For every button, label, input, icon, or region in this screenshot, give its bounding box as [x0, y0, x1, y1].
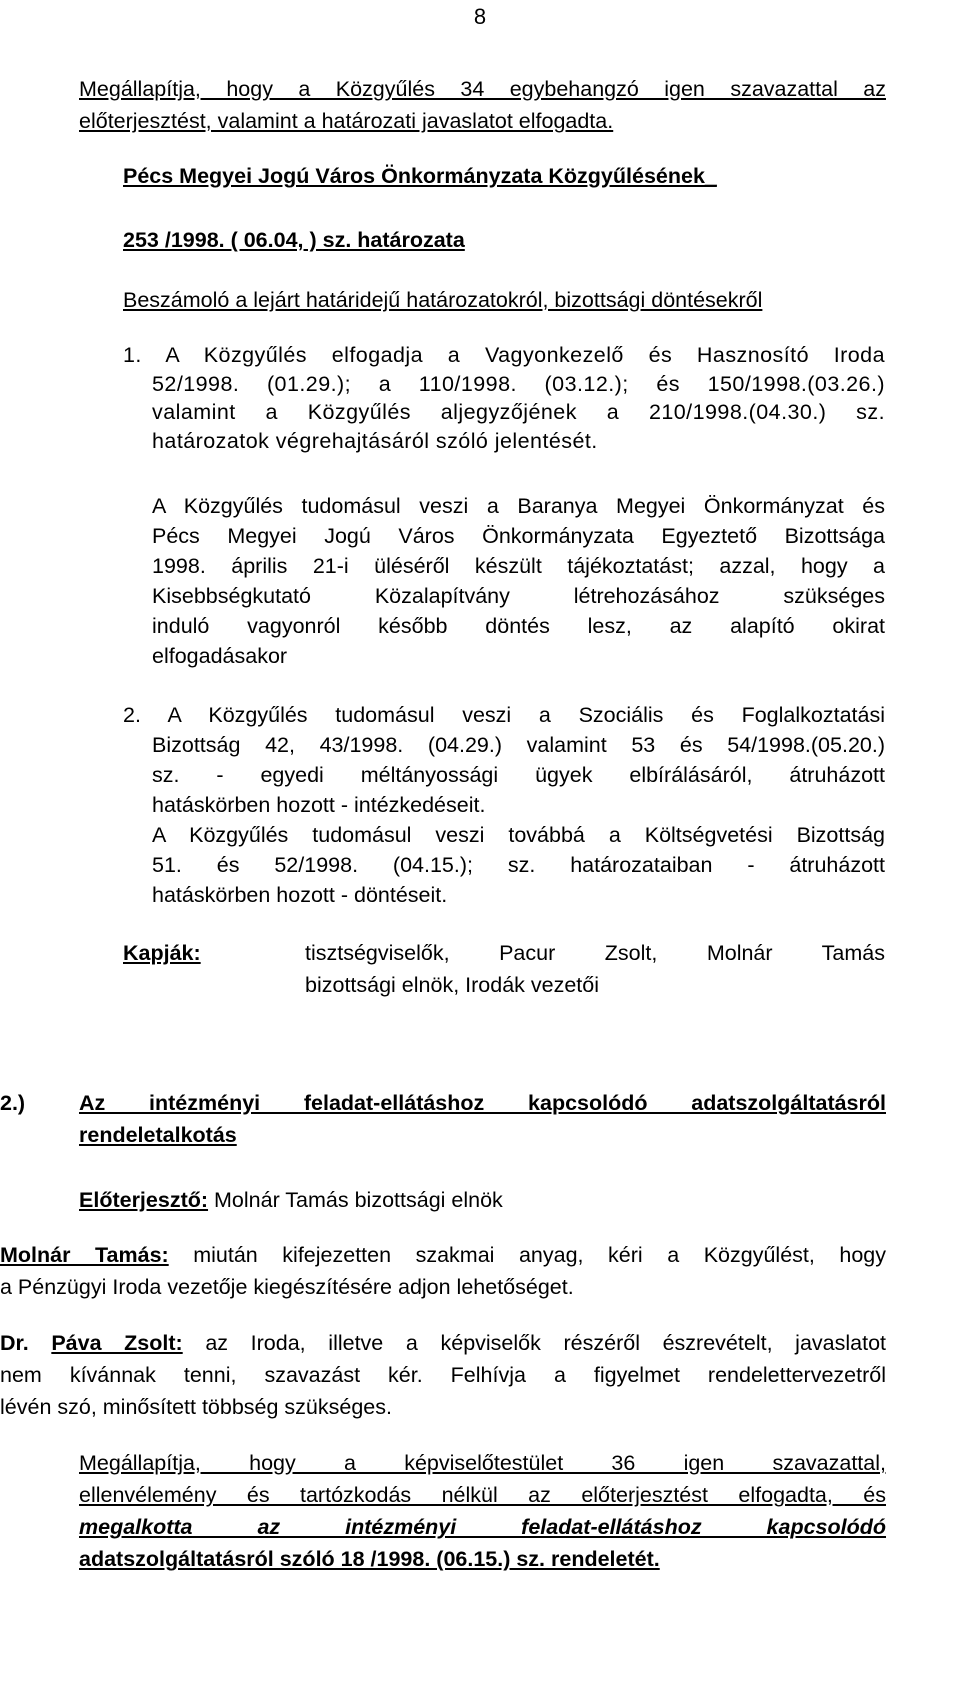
- resolution-subject-line: Beszámoló a lejárt határidejű határozatokról, bizottsági döntésekről: [123, 288, 763, 312]
- item1-line: határozatok végrehajtásáról szóló jelentését.: [152, 428, 598, 453]
- section-2-title-line: rendeletalkotás: [79, 1123, 237, 1147]
- intro-paragraph: [79, 73, 886, 137]
- conclusion-line: ellenvélemény és tartózkodás nélkül az előterjesztést elfogadta, és: [79, 1483, 886, 1507]
- conclusion-line: Megállapítja, hogy a képviselőtestület 36 igen szavazattal,: [79, 1451, 886, 1475]
- item1-para2-line: A Közgyűlés tudomásul veszi a Baranya Megyei Önkormányzat és: [152, 494, 885, 518]
- item2-line: Bizottság 42, 43/1998. (04.29.) valamint 53 és 54/1998.(05.20.): [152, 733, 885, 757]
- conclusion-paragraph: [79, 1447, 886, 1575]
- resolution-item-1-paragraph-2: [152, 491, 885, 671]
- speaker-2-name: Páva Zsolt:: [51, 1331, 183, 1355]
- item1-para2-line: 1998. április 21-i üléséről készült tájékoztatást; azzal, hogy a: [152, 554, 885, 578]
- item1-para2-line: induló vagyonról később döntés lesz, az alapító okirat: [152, 614, 885, 638]
- speaker-2-text: az Iroda, illetve a képviselők részéről észrevételt, javaslatot: [182, 1331, 887, 1355]
- item1-line: 52/1998. (01.29.); a 110/1998. (03.12.); és 150/1998.(03.26.): [152, 371, 885, 396]
- resolution-number: [123, 224, 465, 256]
- page-number: 8: [473, 4, 487, 29]
- recipients-list: [305, 937, 885, 1001]
- item2-line: sz. - egyedi méltányossági ügyek elbírálásáról, átruházott: [152, 763, 885, 787]
- item2-line: 2. A Közgyűlés tudomásul veszi a Szociális és Foglalkoztatási: [123, 703, 885, 727]
- item1-para2-line: Kisebbségkutató Közalapítvány létrehozásához szükséges: [152, 584, 885, 608]
- resolution-item-1: [123, 341, 885, 455]
- item2-line: hatáskörben hozott - intézkedéseit.: [152, 793, 486, 817]
- item2-line: hatáskörben hozott - döntéseit.: [152, 883, 448, 907]
- speaker-2-title: Dr.: [0, 1331, 29, 1355]
- speaker-1-line: a Pénzügyi Iroda vezetője kiegészítésére adjon lehetőséget.: [0, 1275, 574, 1299]
- intro-line: előterjesztést, valamint a határozati javaslatot elfogadta.: [79, 109, 614, 133]
- recipients-line: tisztségviselők, Pacur Zsolt, Molnár Tamás: [305, 941, 885, 965]
- recipients-label: Kapják:: [123, 941, 201, 965]
- resolution-heading-line: Pécs Megyei Jogú Város Önkormányzata Közgyűlésének_: [123, 164, 717, 188]
- speaker-2-line: nem kívánnak tenni, szavazást kér. Felhívja a figyelmet rendelettervezetről: [0, 1363, 886, 1387]
- conclusion-line: adatszolgáltatásról szóló 18 /1998. (06.15.) sz. rendeletét.: [79, 1547, 660, 1571]
- conclusion-line: megalkotta az intézményi feladat-ellátáshoz kapcsolódó: [79, 1515, 886, 1539]
- speaker-1-name: Molnár Tamás:: [0, 1243, 169, 1267]
- item1-line: valamint a Közgyűlés aljegyzőjének a 210/1998.(04.30.) sz.: [152, 400, 885, 424]
- section-2-title-line: Az intézményi feladat-ellátáshoz kapcsolódó adatszolgáltatásról: [79, 1091, 886, 1115]
- recipients-line: bizottsági elnök, Irodák vezetői: [305, 973, 599, 997]
- speaker-2-line: [0, 1327, 886, 1359]
- section-2-number: 2.): [0, 1091, 26, 1115]
- speaker-2-paragraph: [0, 1327, 886, 1423]
- item1-line: 1. A Közgyűlés elfogadja a Vagyonkezelő és Hasznosító Iroda: [123, 343, 885, 367]
- speaker-1-text: miután kifejezetten szakmai anyag, kéri a Közgyűlést, hogy: [168, 1243, 886, 1267]
- intro-line: Megállapítja, hogy a Közgyűlés 34 egybehangzó igen szavazattal az: [79, 77, 886, 101]
- speaker-1-line: [0, 1239, 886, 1271]
- resolution-subject: [123, 284, 762, 316]
- presenter-line: [79, 1184, 503, 1216]
- resolution-number-line: 253 /1998. ( 06.04, ) sz. határozata: [123, 228, 465, 252]
- resolution-heading: [123, 160, 717, 192]
- item2-line: A Közgyűlés tudomásul veszi továbbá a Költségvetési Bizottság: [152, 823, 885, 847]
- resolution-item-2: [123, 700, 885, 910]
- item1-para2-line: elfogadásakor: [152, 644, 288, 668]
- item2-line: 51. és 52/1998. (04.15.); sz. határozataiban - átruházott: [152, 853, 885, 877]
- presenter-label: Előterjesztő:: [79, 1188, 209, 1212]
- item1-para2-line: Pécs Megyei Jogú Város Önkormányzata Egyeztető Bizottsága: [152, 524, 885, 548]
- presenter-name: Molnár Tamás bizottsági elnök: [208, 1188, 503, 1212]
- speaker-1-paragraph: [0, 1239, 886, 1303]
- speaker-2-line: lévén szó, minősített többség szükséges.: [0, 1395, 392, 1419]
- section-2-title: [79, 1087, 886, 1151]
